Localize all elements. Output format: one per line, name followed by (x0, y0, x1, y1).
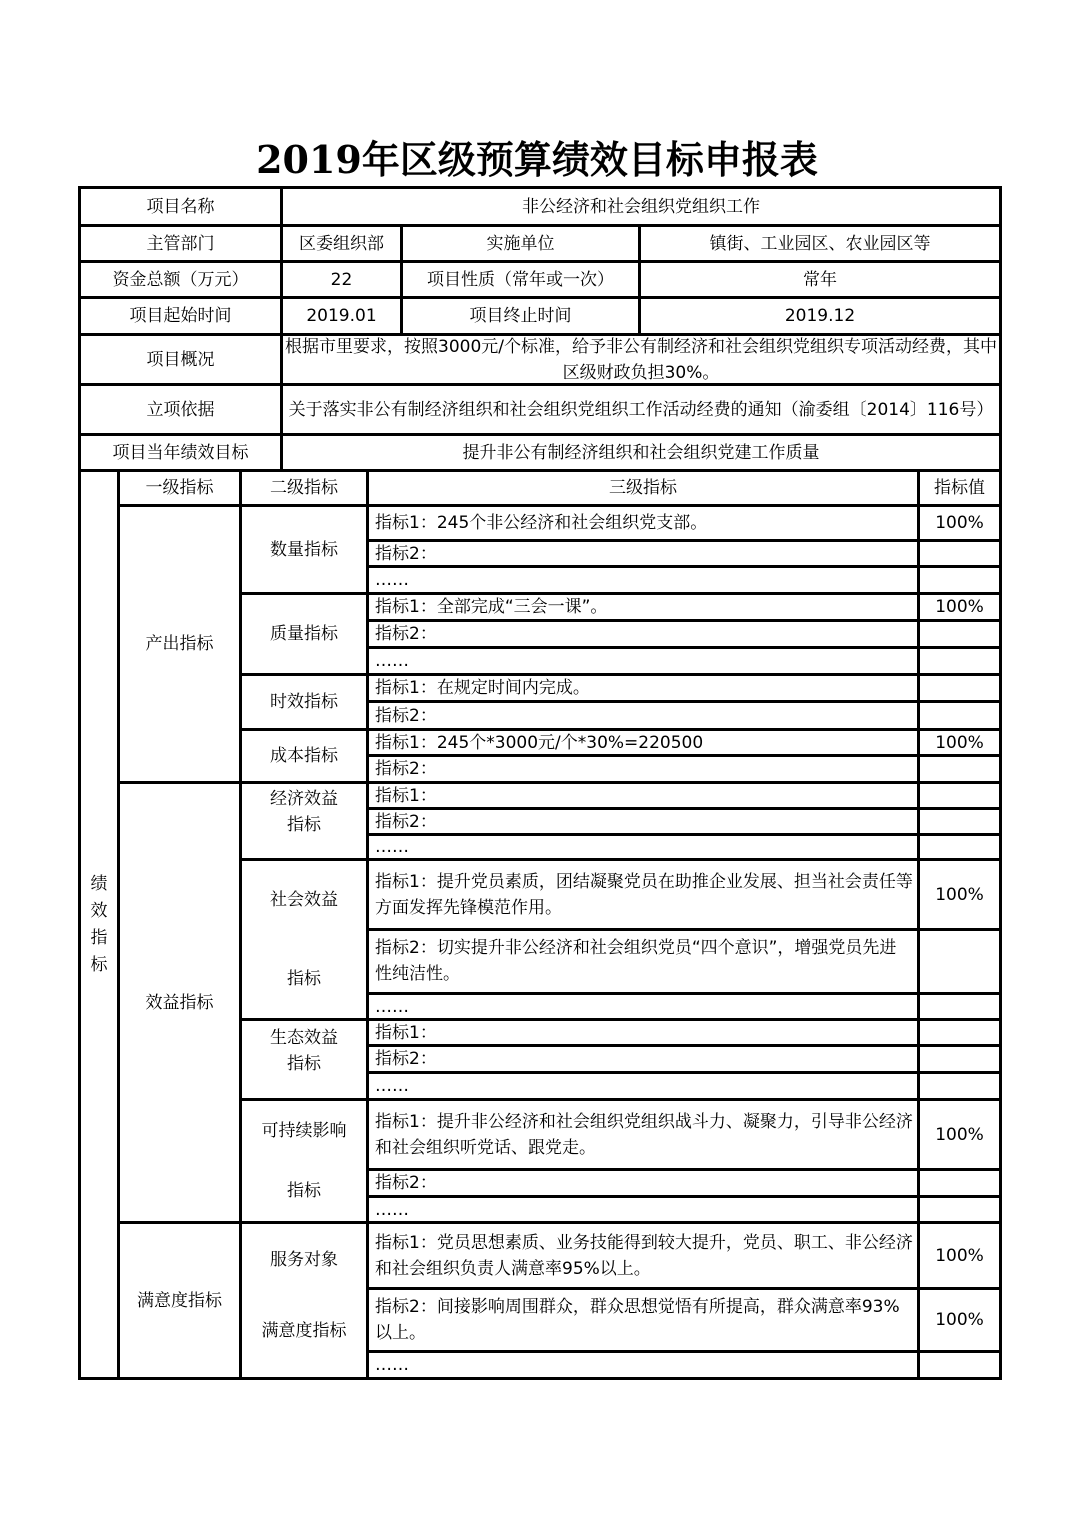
col-level2: 二级指标 (242, 472, 369, 507)
level3-row: 指标1：提升非公经济和社会组织党组织战斗力、凝聚力，引导非公经济和社会组织听党话、跟党走。 (369, 1101, 920, 1171)
goal-value: 提升非公有制经济组织和社会组织党建工作质量 (283, 436, 999, 472)
dept-value: 区委组织部 (283, 227, 403, 263)
project-name-value: 非公经济和社会组织党组织工作 (283, 189, 999, 227)
value-cell (920, 1047, 999, 1074)
value-cell (920, 1074, 999, 1101)
col-value: 指标值 (920, 472, 999, 507)
value-cell (920, 1171, 999, 1198)
level3-row: …… (369, 1074, 920, 1101)
level3-row: 指标1：在规定时间内完成。 (369, 676, 920, 703)
level2-ecological: 生态效益指标 (242, 1021, 369, 1101)
value-cell (920, 568, 999, 595)
value-cell: 100% (920, 861, 999, 931)
level3-row: 指标2：间接影响周围群众，群众思想觉悟有所提高，群众满意率93%以上。 (369, 1290, 920, 1353)
basis-value: 关于落实非公有制经济组织和社会组织党组织工作活动经费的通知（渝委组〔2014〕116号） (283, 386, 999, 436)
value-cell (920, 810, 999, 836)
level3-row: 指标1：党员思想素质、业务技能得到较大提升，党员、职工、非公经济和社会组织负责人满意率95%以上。 (369, 1224, 920, 1290)
level2-sustain: 可持续影响 指标 (242, 1101, 369, 1224)
level3-row: …… (369, 995, 920, 1021)
level3-row: 指标2： (369, 1047, 920, 1074)
project-name-label: 项目名称 (81, 189, 283, 227)
level3-row: …… (369, 1198, 920, 1224)
level2-social: 社会效益 指标 (242, 861, 369, 1021)
impl-value: 镇街、工业园区、农业园区等 (641, 227, 999, 263)
level3-row: 指标2： (369, 810, 920, 836)
value-cell (920, 703, 999, 731)
value-cell: 100% (920, 1224, 999, 1290)
value-cell (920, 836, 999, 861)
level2-quantity: 数量指标 (242, 507, 369, 595)
level2-economic: 经济效益指标 (242, 784, 369, 861)
start-value: 2019.01 (283, 299, 403, 336)
level3-row: 指标2： (369, 1171, 920, 1198)
level1-output: 产出指标 (120, 507, 242, 784)
level1-benefit: 效益指标 (120, 784, 242, 1224)
level3-row: 指标1：245个非公经济和社会组织党支部。 (369, 507, 920, 542)
dept-label: 主管部门 (81, 227, 283, 263)
level3-row: 指标2： (369, 542, 920, 568)
level3-row: 指标2： (369, 703, 920, 731)
end-label: 项目终止时间 (403, 299, 641, 336)
level3-row: 指标1：全部完成“三会一课”。 (369, 595, 920, 622)
level3-row: 指标2： (369, 622, 920, 649)
level2-service: 服务对象 满意度指标 (242, 1224, 369, 1377)
col-level3: 三级指标 (369, 472, 920, 507)
impl-label: 实施单位 (403, 227, 641, 263)
start-label: 项目起始时间 (81, 299, 283, 336)
goal-label: 项目当年绩效目标 (81, 436, 283, 472)
level3-row: 指标1： (369, 784, 920, 810)
level3-row: …… (369, 1353, 920, 1377)
value-cell (920, 649, 999, 676)
level3-row: 指标1：245个*3000元/个*30%=220500 (369, 731, 920, 757)
value-cell (920, 1198, 999, 1224)
fund-value: 22 (283, 263, 403, 299)
performance-table (78, 186, 1002, 1380)
nature-label: 项目性质（常年或一次） (403, 263, 641, 299)
value-cell (920, 676, 999, 703)
level3-row: …… (369, 649, 920, 676)
value-cell: 100% (920, 1101, 999, 1171)
col-level1: 一级指标 (120, 472, 242, 507)
level3-row: …… (369, 836, 920, 861)
fund-label: 资金总额（万元） (81, 263, 283, 299)
value-cell: 100% (920, 595, 999, 622)
level3-row: 指标1： (369, 1021, 920, 1047)
value-cell (920, 1353, 999, 1377)
value-cell (920, 542, 999, 568)
overview-label: 项目概况 (81, 336, 283, 386)
level2-quality: 质量指标 (242, 595, 369, 676)
end-value: 2019.12 (641, 299, 999, 336)
value-cell: 100% (920, 1290, 999, 1353)
nature-value: 常年 (641, 263, 999, 299)
value-cell (920, 784, 999, 810)
value-cell (920, 757, 999, 784)
level3-row: …… (369, 568, 920, 595)
level3-row: 指标1：提升党员素质，团结凝聚党员在助推企业发展、担当社会责任等方面发挥先锋模范作用。 (369, 861, 920, 931)
value-cell: 100% (920, 731, 999, 757)
value-cell: 100% (920, 507, 999, 542)
value-cell (920, 931, 999, 995)
level2-timeliness: 时效指标 (242, 676, 369, 731)
level3-row: 指标2：切实提升非公经济和社会组织党员“四个意识”，增强党员先进性纯洁性。 (369, 931, 920, 995)
level1-satisfaction: 满意度指标 (120, 1224, 242, 1377)
value-cell (920, 995, 999, 1021)
indicator-side-label: 绩效指标 (81, 472, 120, 1377)
level3-row: 指标2： (369, 757, 920, 784)
page-title: 2019年区级预算绩效目标申报表 (256, 137, 818, 182)
basis-label: 立项依据 (81, 386, 283, 436)
value-cell (920, 1021, 999, 1047)
value-cell (920, 622, 999, 649)
level2-cost: 成本指标 (242, 731, 369, 784)
overview-value: 根据市里要求，按照3000元/个标准，给予非公有制经济和社会组织党组织专项活动经费，其中区级财政负担30%。 (283, 336, 999, 386)
